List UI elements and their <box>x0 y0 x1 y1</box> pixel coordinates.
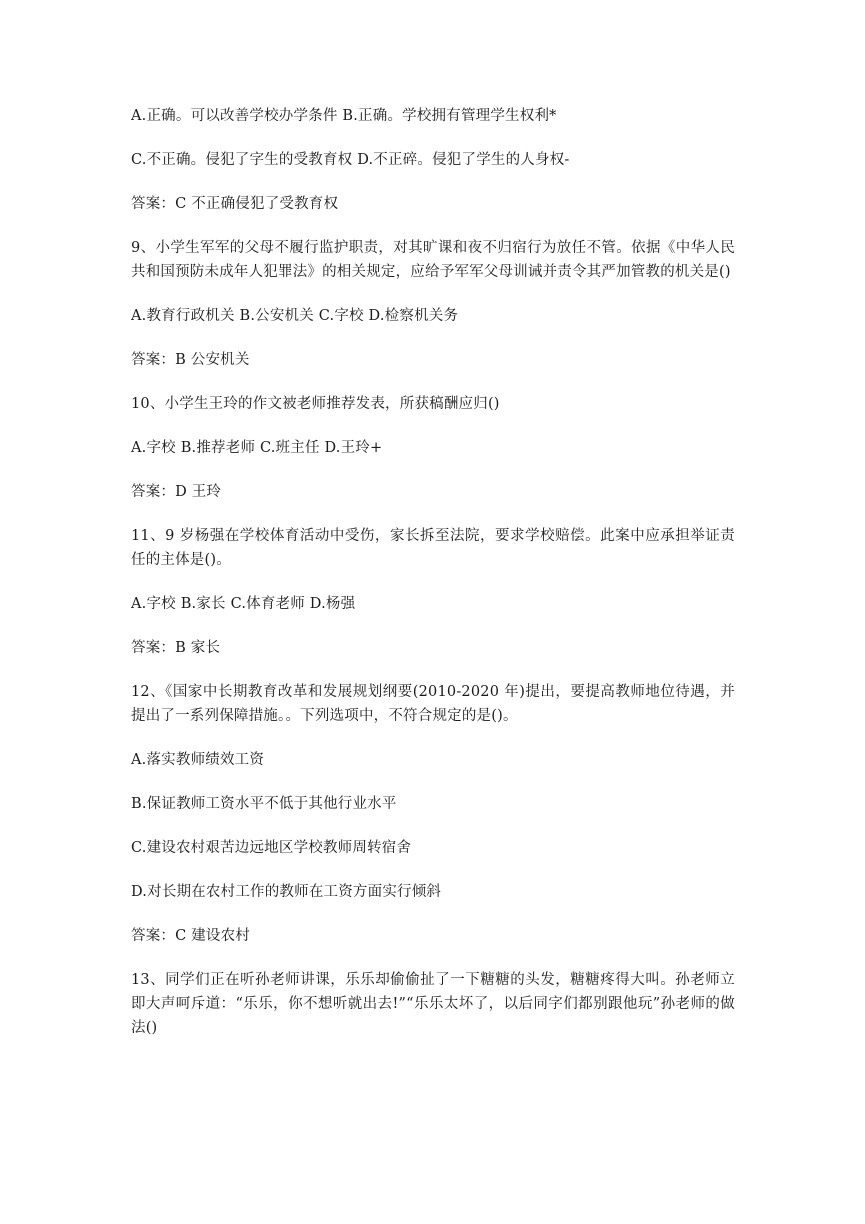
option-line: B.保证教师工资水平不低于其他行业水平 <box>131 796 397 812</box>
option-line: A.字校 B.家长 C.体育老师 D.杨强 <box>131 596 356 612</box>
question-12: 12、《国家中长期教育改革和发展规划纲要(2010-2020 年)提出，要提高教师地位待遇，并提出了一系列保障措施。。下列选项中，不符合规定的是()。 <box>131 684 735 724</box>
option-line: C.建设农村艰苦边远地区学校教师周转宿舍 <box>131 840 412 856</box>
document-body <box>131 104 735 1040</box>
question-11: 11、9 岁杨强在学校体育活动中受伤，家长拆至法院，要求学校赔偿。此案中应承担举证责任的主体是()。 <box>131 528 735 568</box>
option-line: A.落实教师绩效工资 <box>131 752 265 768</box>
question-9: 9、小学生军军的父母不履行监护职责，对其旷课和夜不归宿行为放任不管。依据《中华人民共和国预防未成年人犯罪法》的相关规定，应给予军军父母训诫并责令其严加管教的机关是() <box>131 240 735 280</box>
question-10: 10、小学生王玲的作文被老师推荐发表，所获稿酬应归() <box>131 396 500 412</box>
option-line: C.不正确。侵犯了字生的受教育权 D.不正碎。侵犯了学生的人身权- <box>131 152 570 168</box>
answer-line: 答案：B 家长 <box>131 640 221 656</box>
answer-line: 答案：C 不正确侵犯了受教育权 <box>131 196 339 212</box>
answer-line: 答案：B 公安机关 <box>131 352 250 368</box>
answer-line: 答案：C 建设农村 <box>131 928 251 944</box>
option-line: A.字校 B.推荐老师 C.班主任 D.王玲+ <box>131 440 383 456</box>
answer-line: 答案：D 王玲 <box>131 484 222 500</box>
option-line: D.对长期在农村工作的教师在工资方面实行倾斜 <box>131 884 442 900</box>
question-13: 13、同学们正在听孙老师讲课，乐乐却偷偷扯了一下糖糖的头发，糖糖疼得大叫。孙老师立即大声呵斥道：“乐乐，你不想听就出去!”“乐乐太坏了，以后同字们都别跟他玩”孙老师的做法() <box>131 972 735 1036</box>
option-line: A.正确。可以改善学校办学条件 B.正确。学校拥有管理学生权利* <box>131 108 557 124</box>
option-line: A.教育行政机关 B.公安机关 C.字校 D.检察机关务 <box>131 308 459 324</box>
